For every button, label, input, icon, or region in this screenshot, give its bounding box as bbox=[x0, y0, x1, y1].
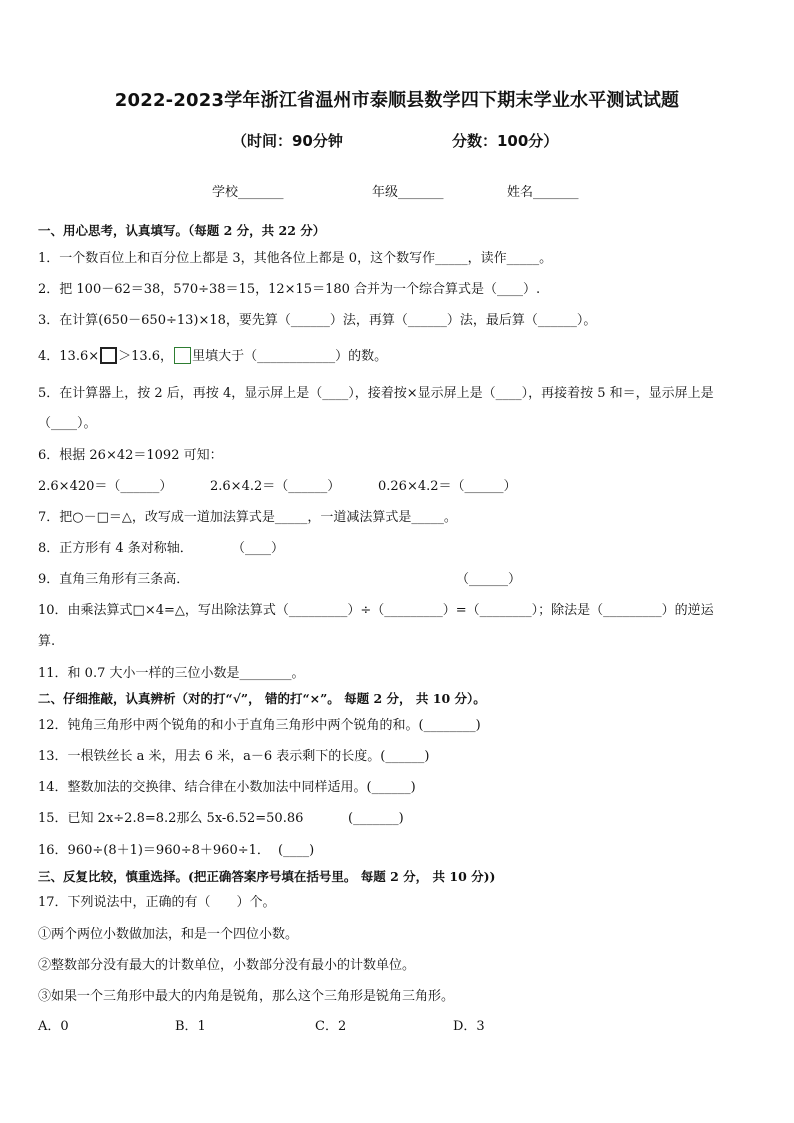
question-10-line-2: 算. bbox=[38, 634, 56, 649]
exam-time: （时间：90分钟 bbox=[232, 132, 343, 150]
question-9 bbox=[38, 571, 758, 589]
grade-field: 年级_______ bbox=[372, 185, 444, 200]
question-16 bbox=[38, 842, 758, 860]
answer-box-green bbox=[174, 347, 191, 364]
question-11: 11．和 0.7 大小一样的三位小数是________。 bbox=[38, 666, 305, 681]
question-8-blank: （____） bbox=[232, 541, 285, 556]
question-9-text: 9．直角三角形有三条高． bbox=[38, 572, 190, 587]
question-4-part-c: 里填大于（____________）的数。 bbox=[192, 349, 388, 364]
question-1: 1．一个数百位上和百分位上都是 3，其他各位上都是 0，这个数写作_____，读作_____。 bbox=[38, 251, 553, 266]
question-7: 7．把○－□＝△，改写成一道加法算式是_____，一道减法算式是_____。 bbox=[38, 510, 457, 525]
statement-3: ③如果一个三角形中最大的内角是锐角，那么这个三角形是锐角三角形。 bbox=[38, 989, 455, 1004]
question-6-item-c: 0.26×4.2＝（______） bbox=[378, 479, 517, 494]
question-13: 13．一根铁丝长 a 米，用去 6 米，a－6 表示剩下的长度。(______) bbox=[38, 749, 430, 764]
question-8 bbox=[38, 540, 758, 558]
option-c: C．2 bbox=[315, 1019, 347, 1034]
section-2-heading: 二、仔细推敲，认真辨析（对的打“√”， 错的打“×”。 每题 2 分， 共 10 分）。 bbox=[38, 691, 486, 706]
question-2: 2．把 100－62＝38，570÷38＝15，12×15＝180 合并为一个综合算式是（____）. bbox=[38, 282, 541, 297]
question-15 bbox=[38, 810, 758, 828]
question-16-text: 16．960÷(8＋1)＝960÷8＋960÷1． bbox=[38, 843, 270, 858]
question-4 bbox=[38, 347, 387, 366]
question-15-blank: (_______) bbox=[348, 811, 404, 826]
question-5-line-1: 5．在计算器上，按 2 后，再按 4，显示屏上是（____），接着按×显示屏上是（____），再接着按 5 和＝，显示屏上是 bbox=[38, 386, 714, 401]
name-field: 姓名_______ bbox=[507, 185, 579, 200]
question-15-text: 15．已知 2x÷2.8=8.2那么 5x-6.52=50.86 bbox=[38, 811, 304, 826]
option-d: D．3 bbox=[453, 1019, 485, 1034]
option-b: B．1 bbox=[175, 1019, 206, 1034]
section-3-heading: 三、反复比较，慎重选择。(把正确答案序号填在括号里。 每题 2 分， 共 10 分)) bbox=[38, 869, 496, 884]
question-10-line-1: 10．由乘法算式□×4=△，写出除法算式（_________）÷（_________）=（________）；除法是（_________）的逆运 bbox=[38, 603, 714, 618]
question-16-blank: (____) bbox=[278, 843, 315, 858]
question-4-part-b: ＞13.6， bbox=[118, 349, 174, 364]
question-14: 14．整数加法的交换律、结合律在小数加法中同样适用。(______) bbox=[38, 780, 416, 795]
exam-score: 分数：100分） bbox=[452, 132, 559, 150]
statement-1: ①两个两位小数做加法，和是一个四位小数。 bbox=[38, 927, 299, 942]
option-a: A．0 bbox=[38, 1019, 69, 1034]
question-6-item-b: 2.6×4.2＝（______） bbox=[210, 479, 341, 494]
statement-2: ②整数部分没有最大的计数单位，小数部分没有最小的计数单位。 bbox=[38, 958, 416, 973]
question-17: 17．下列说法中，正确的有（ ）个。 bbox=[38, 895, 276, 910]
section-1-heading: 一、用心思考，认真填写。（每题 2 分，共 22 分） bbox=[38, 223, 326, 238]
question-6: 6．根据 26×42＝1092 可知： bbox=[38, 448, 223, 463]
question-6-item-a: 2.6×420＝（______） bbox=[38, 479, 173, 494]
question-4-part-a: 4．13.6× bbox=[38, 349, 100, 364]
question-9-blank: （______） bbox=[456, 572, 522, 587]
question-8-text: 8．正方形有 4 条对称轴． bbox=[38, 541, 193, 556]
question-5-line-2: （____）。 bbox=[38, 416, 97, 431]
answer-box bbox=[100, 347, 117, 364]
question-12: 12．钝角三角形中两个锐角的和小于直角三角形中两个锐角的和。(________) bbox=[38, 718, 481, 733]
page-title: 2022-2023学年浙江省温州市泰顺县数学四下期末学业水平测试试题 bbox=[114, 90, 680, 111]
school-field: 学校_______ bbox=[212, 185, 284, 200]
question-3: 3．在计算(650－650÷13)×18，要先算（______）法，再算（______）法，最后算（______）。 bbox=[38, 313, 597, 328]
